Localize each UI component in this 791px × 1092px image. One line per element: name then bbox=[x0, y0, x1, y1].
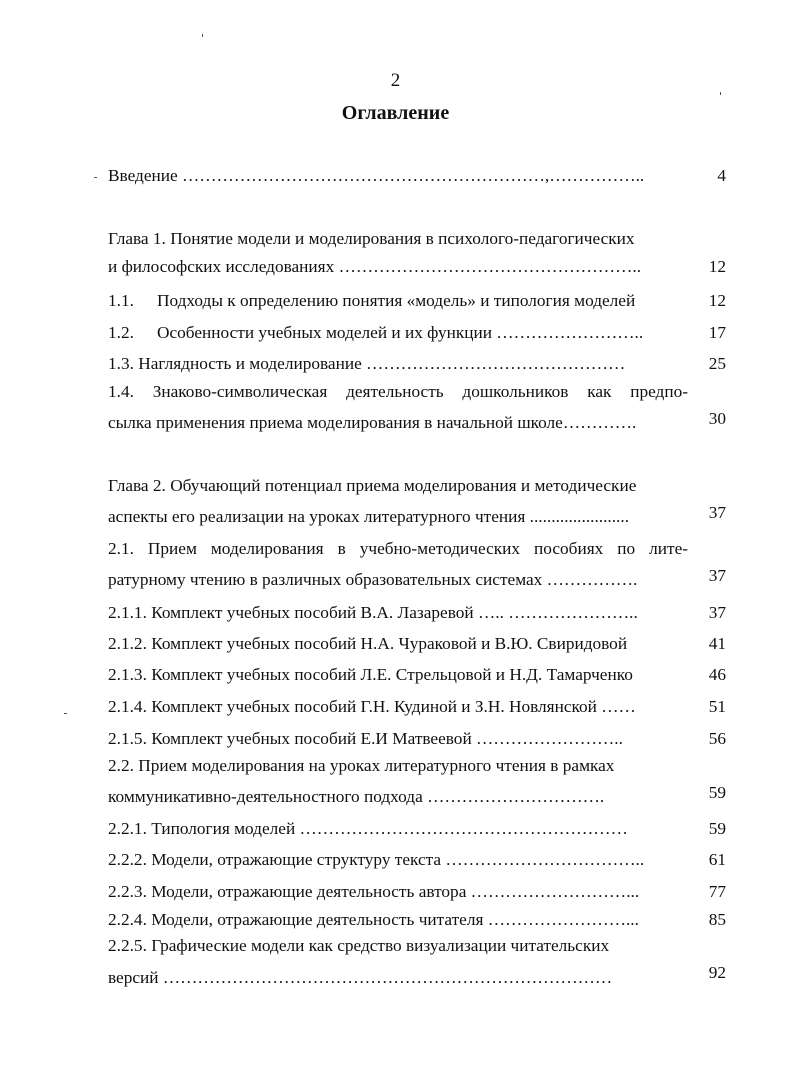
scan-speck bbox=[720, 92, 721, 95]
toc-entry-chapter-1-cont[interactable] bbox=[108, 257, 688, 277]
toc-entry-text: 2.2.1. Типология моделей ………………………………………………… bbox=[108, 819, 628, 838]
toc-entry-2-1-4[interactable] bbox=[108, 697, 688, 717]
toc-page-number: 59 bbox=[708, 819, 726, 838]
toc-page-number: 37 bbox=[708, 603, 726, 622]
toc-page-number: 56 bbox=[708, 729, 726, 748]
toc-entry-2-2-2[interactable] bbox=[108, 850, 688, 870]
toc-entry-1-4[interactable] bbox=[108, 382, 688, 402]
toc-entry-text: 2.2. Прием моделирования на уроках литературного чтения в рамках bbox=[108, 756, 615, 775]
toc-page-number: 4 bbox=[717, 166, 726, 185]
toc-entry-text: коммуникативно-деятельностного подхода …………………………. bbox=[108, 787, 605, 806]
toc-entry-chapter-2[interactable] bbox=[108, 476, 688, 496]
toc-entry-text: Глава 2. Обучающий потенциал приема моделирования и методические bbox=[108, 476, 637, 495]
toc-entry-text: 2.1.2. Комплект учебных пособий Н.А. Чураковой и В.Ю. Свиридовой bbox=[108, 634, 628, 653]
toc-entry-text: 1.3. Наглядность и моделирование ……………………………………… bbox=[108, 354, 626, 373]
toc-entry-2-2-cont[interactable] bbox=[108, 787, 688, 807]
toc-page-number: 12 bbox=[708, 291, 726, 310]
toc-page-number: 30 bbox=[708, 409, 726, 428]
toc-entry-2-1-3[interactable] bbox=[108, 665, 688, 685]
toc-entry-2-2-4[interactable] bbox=[108, 910, 688, 930]
toc-section-number: 1.2. bbox=[108, 323, 134, 342]
toc-page-number: 25 bbox=[708, 354, 726, 373]
toc-page-number: 46 bbox=[708, 665, 726, 684]
toc-entry-text: ратурному чтению в различных образовательных системах ……………. bbox=[108, 570, 638, 589]
toc-entry-1-1[interactable] bbox=[108, 291, 688, 311]
toc-page-number: 92 bbox=[708, 963, 726, 982]
page-number: 2 bbox=[390, 70, 401, 91]
toc-entry-text: 2.1.5. Комплект учебных пособий Е.И Матвеевой …………………….. bbox=[108, 729, 623, 748]
scan-speck bbox=[94, 177, 97, 178]
page-title: Оглавление bbox=[341, 102, 450, 124]
toc-page-number: 37 bbox=[708, 566, 726, 585]
toc-entry-text: 2.2.5. Графические модели как средство визуализации читательских bbox=[108, 936, 610, 955]
toc-entry-text: версий …………………………………………………………………… bbox=[108, 968, 613, 987]
toc-entry-text: 2.1.1. Комплект учебных пособий В.А. Лазаревой ….. ………………….. bbox=[108, 603, 638, 622]
toc-entry-text: 2.1. Прием моделирования в учебно-методических пособиях по лите- bbox=[108, 539, 688, 558]
toc-entry-2-1-1[interactable] bbox=[108, 603, 688, 623]
toc-entry-chapter-1[interactable] bbox=[108, 229, 688, 249]
toc-page-number: 37 bbox=[708, 503, 726, 522]
toc-entry-chapter-2-cont[interactable] bbox=[108, 507, 688, 527]
toc-entry-2-2-5-cont[interactable] bbox=[108, 968, 688, 988]
toc-entry-text: Введение ………………………………………………………,…………….. bbox=[108, 166, 645, 185]
toc-page-number: 61 bbox=[708, 850, 726, 869]
toc-entry-2-2[interactable] bbox=[108, 756, 688, 776]
toc-entry-2-1-cont[interactable] bbox=[108, 570, 688, 590]
toc-entry-text: 2.1.3. Комплект учебных пособий Л.Е. Стрельцовой и Н.Д. Тамарченко bbox=[108, 665, 633, 684]
toc-page-number: 41 bbox=[708, 634, 726, 653]
toc-entry-intro[interactable] bbox=[108, 166, 688, 186]
toc-entry-text: Подходы к определению понятия «модель» и типология моделей bbox=[157, 291, 636, 310]
toc-page-number: 12 bbox=[708, 257, 726, 276]
scan-speck bbox=[202, 34, 203, 37]
toc-entry-text: и философских исследованиях …………………………………………….. bbox=[108, 257, 642, 276]
toc-entry-2-2-1[interactable] bbox=[108, 819, 688, 839]
toc-section-number: 1.1. bbox=[108, 291, 134, 310]
toc-entry-text: 2.1.4. Комплект учебных пособий Г.Н. Кудиной и З.Н. Новлянской …… bbox=[108, 697, 636, 716]
toc-entry-2-2-3[interactable] bbox=[108, 882, 688, 902]
toc-entry-2-2-5[interactable] bbox=[108, 936, 688, 956]
toc-entry-text: Особенности учебных моделей и их функции …………………….. bbox=[157, 323, 644, 342]
toc-entry-1-4-cont[interactable] bbox=[108, 413, 688, 433]
toc-entry-text: 2.2.3. Модели, отражающие деятельность автора ………………………... bbox=[108, 882, 640, 901]
toc-entry-2-1[interactable] bbox=[108, 539, 688, 559]
toc-entry-text: 1.4. Знаково-символическая деятельность дошкольников как предпо- bbox=[108, 382, 688, 401]
toc-entry-text: аспекты его реализации на уроках литературного чтения ....................... bbox=[108, 507, 630, 526]
toc-page-number: 17 bbox=[708, 323, 726, 342]
toc-page-number: 51 bbox=[708, 697, 726, 716]
toc-entry-2-1-2[interactable] bbox=[108, 634, 688, 654]
toc-entry-text: 2.2.4. Модели, отражающие деятельность читателя ……………………... bbox=[108, 910, 639, 929]
toc-entry-text: Глава 1. Понятие модели и моделирования в психолого-педагогических bbox=[108, 229, 635, 248]
toc-page-number: 59 bbox=[708, 783, 726, 802]
toc-entry-2-1-5[interactable] bbox=[108, 729, 688, 749]
toc-page-number: 85 bbox=[708, 910, 726, 929]
toc-entry-text: 2.2.2. Модели, отражающие структуру текста …………………………….. bbox=[108, 850, 645, 869]
toc-entry-text: сылка применения приема моделирования в начальной школе…………. bbox=[108, 413, 637, 432]
toc-entry-1-3[interactable] bbox=[108, 354, 688, 374]
toc-entry-1-2[interactable] bbox=[108, 323, 688, 343]
toc-page-number: 77 bbox=[708, 882, 726, 901]
scan-speck bbox=[64, 713, 67, 714]
